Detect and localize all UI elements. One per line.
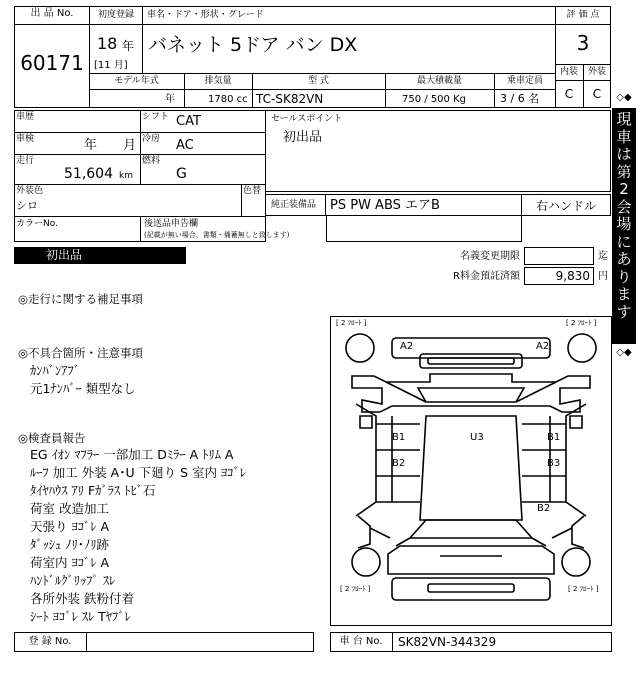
score-value: 3 (576, 31, 590, 55)
mileage-unit: km (119, 171, 133, 181)
first-reg-month: [11 月] (94, 60, 128, 71)
interior-grade: C (564, 87, 574, 101)
inspection-label: 車検 (16, 134, 35, 144)
damage-mark: B1 (392, 432, 406, 443)
recycle-unit: 円 (598, 271, 608, 282)
location-banner: 現車は第2会場にあります (612, 108, 636, 344)
first-reg-label: 初度登録 (97, 10, 134, 20)
sales-point-label: セールスポイント (271, 114, 343, 124)
inspector-header: ◎検査員報告 (18, 431, 86, 445)
aftermarket-note: (記載が無い場合、書類・備蓄無しと致します) (144, 231, 290, 239)
tire-count-rear-left: [ 2 ﾌﾛｰﾄ ] (340, 585, 371, 593)
mileage-value: 51,604 (64, 166, 113, 182)
type-label: 型 式 (308, 76, 329, 86)
damage-mark: A2 (536, 341, 550, 352)
diamond-top: ◇◆ (616, 92, 632, 103)
damage-mark: B2 (392, 458, 406, 469)
model-year-label: モデル年式 (114, 76, 159, 86)
tire-count-rear-right: [ 2 ﾌﾛｰﾄ ] (568, 585, 599, 593)
steering-value: 右ハンドル (535, 199, 596, 213)
max-load-label: 最大積載量 (416, 76, 462, 86)
fuel-value: G (176, 166, 187, 182)
name-change-suffix: 迄 (598, 251, 608, 262)
damage-mark: B2 (537, 503, 551, 514)
inspector-line: ﾊﾝﾄﾞﾙｸﾞﾘｯﾌﾟ ｽﾚ (30, 573, 116, 588)
displacement-label: 排気量 (204, 76, 232, 86)
exterior-label: 外装 (587, 67, 606, 77)
inspector-line: 各所外装 鉄粉付着 (30, 591, 134, 606)
sales-point-value: 初出品 (283, 130, 323, 145)
driving-header: ◎走行に関する補足事項 (18, 292, 144, 306)
blank-box (326, 216, 522, 242)
recycle-label: R料金預託済額 (453, 271, 520, 282)
mileage-label: 走行 (16, 156, 35, 166)
inspector-line: 天張り ﾖｺﾞﾚ A (30, 519, 109, 534)
inspection-value: 年 月 (84, 138, 137, 153)
inspector-line: 荷室 改造加工 (30, 501, 109, 516)
lot-label: 出 品 No. (30, 8, 74, 19)
first-reg-year: 18 (97, 34, 118, 53)
exterior-grade: C (592, 87, 602, 101)
tire-count-front-right: [ 2 ﾌﾛｰﾄ ] (566, 319, 597, 327)
chassis-label: 車 台 No. (339, 636, 383, 647)
capacity-label: 乗車定員 (506, 76, 543, 86)
defect-line: 元1ﾅﾝﾊﾞｰ 類型なし (30, 381, 136, 396)
diamond-bottom: ◇◆ (616, 347, 632, 358)
ac-value: AC (176, 138, 194, 153)
fuel-label: 燃料 (142, 156, 161, 166)
car-name-label: 車名・ドア・形状・グレード (147, 10, 264, 20)
first-reg-year-unit: 年 (122, 39, 135, 53)
equipment-label: 純正装備品 (271, 200, 317, 210)
inspector-line: ﾙｰﾌ 加工 外装 A･U 下廻り S 室内 ﾖｺﾞﾚ (30, 465, 246, 480)
lot-number: 60171 (20, 51, 84, 75)
shift-label: シフト (142, 112, 170, 122)
type-value: TC-SK82VN (256, 92, 324, 106)
history-label: 車歴 (16, 112, 35, 122)
color-no-label: カラーNo. (16, 219, 58, 229)
inspector-line: ｼｰﾄ ﾖｺﾞﾚ ｽﾚ Tﾔﾌﾞﾚ (30, 609, 131, 624)
shift-value: CAT (176, 114, 201, 129)
name-change-field (524, 247, 594, 265)
ext-color-label: 外装色 (16, 186, 44, 196)
recycle-value: 9,830 (555, 269, 590, 283)
defect-line: ｶﾝﾊﾞﾝｱﾌﾞ (30, 363, 81, 378)
aftermarket-label: 後送品申告欄 (144, 219, 199, 229)
chassis-value: SK82VN-344329 (398, 635, 497, 649)
color-change-label: 色替 (243, 186, 262, 196)
car-name: バネット 5ドア バン DX (148, 34, 358, 56)
name-change-label: 名義変更期限 (460, 251, 520, 262)
inspector-line: ﾀｲﾔﾊｳｽ ｱﾘ Fｶﾞﾗｽ ﾄﾋﾞ石 (30, 483, 156, 498)
tire-count-front-left: [ 2 ﾌﾛｰﾄ ] (336, 319, 367, 327)
reg-no-label: 登 録 No. (28, 636, 72, 647)
damage-mark: U3 (470, 432, 484, 443)
max-load-value: 750 / 500 Kg (402, 94, 466, 105)
inspector-line: ﾀﾞｯｼｭ ﾉﾘ･ﾉﾘ跡 (30, 537, 109, 552)
score-label: 評 価 点 (566, 10, 600, 20)
damage-mark: B1 (547, 432, 561, 443)
displacement-value: 1780 cc (208, 94, 248, 105)
inspector-line: EG ｲｵﾝ ﾏﾌﾗｰ 一部加工 Dﾐﾗｰ A ﾄﾘﾑ A (30, 447, 234, 462)
damage-mark: B3 (547, 458, 561, 469)
inspector-line: 荷室内 ﾖｺﾞﾚ A (30, 555, 109, 570)
damage-mark: A2 (400, 341, 414, 352)
capacity-value: 3 / 6 名 (500, 92, 540, 105)
defects-header: ◎不具合箇所・注意事項 (18, 346, 144, 360)
ext-color-value: シロ (16, 199, 38, 212)
interior-label: 内装 (559, 67, 578, 77)
equipment-value: PS PW ABS エアB (330, 198, 440, 213)
first-listing-bar: 初出品 (14, 247, 186, 264)
model-year-unit: 年 (165, 94, 175, 105)
ac-label: 冷房 (142, 134, 161, 144)
car-diagram (330, 316, 612, 626)
